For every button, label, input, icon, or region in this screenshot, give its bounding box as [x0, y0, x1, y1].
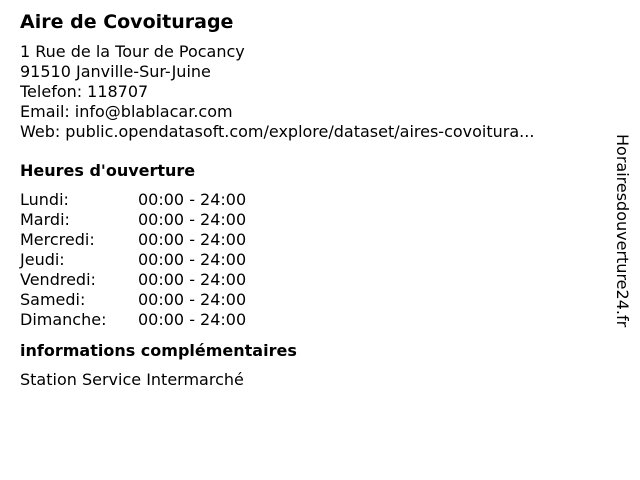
- site-watermark: Horairesdouverture24.fr: [613, 134, 632, 328]
- hours-row-saturday: [20, 290, 246, 310]
- hours-row-sunday: [20, 310, 246, 330]
- web-label: Web:: [20, 122, 61, 141]
- day-label: Vendredi:: [20, 270, 96, 289]
- street-address: 1 Rue de la Tour de Pocancy: [20, 42, 245, 61]
- additional-info-section: [20, 341, 600, 390]
- place-title: Aire de Covoiturage: [20, 11, 234, 33]
- day-label: Samedi:: [20, 290, 86, 309]
- day-label: Lundi:: [20, 190, 69, 209]
- day-hours: 00:00 - 24:00: [138, 250, 247, 269]
- additional-info-text: Station Service Intermarché: [20, 370, 244, 389]
- opening-hours-heading: Heures d'ouverture: [20, 161, 196, 180]
- day-hours: 00:00 - 24:00: [138, 190, 247, 209]
- phone-value[interactable]: 118707: [87, 82, 149, 101]
- day-label: Mardi:: [20, 210, 70, 229]
- email-value[interactable]: info@blablacar.com: [74, 102, 233, 121]
- day-label: Jeudi:: [20, 250, 65, 269]
- day-hours: 00:00 - 24:00: [138, 290, 247, 309]
- day-label: Dimanche:: [20, 310, 107, 329]
- day-hours: 00:00 - 24:00: [138, 210, 247, 229]
- hours-row-monday: [20, 190, 246, 210]
- hours-row-tuesday: [20, 210, 246, 230]
- web-link[interactable]: public.opendatasoft.com/explore/dataset/aires-covoitura...: [65, 122, 535, 141]
- phone-label: Telefon:: [20, 82, 83, 101]
- phone-row: [20, 82, 595, 102]
- web-row: [20, 122, 595, 142]
- city-address: 91510 Janville-Sur-Juine: [20, 62, 211, 81]
- day-hours: 00:00 - 24:00: [138, 270, 247, 289]
- day-hours: 00:00 - 24:00: [138, 230, 247, 249]
- place-card: [20, 10, 600, 390]
- hours-row-thursday: [20, 250, 246, 270]
- day-hours: 00:00 - 24:00: [138, 310, 247, 329]
- opening-hours-table: [20, 190, 246, 330]
- hours-row-friday: [20, 270, 246, 290]
- additional-info-heading: informations complémentaires: [20, 341, 297, 360]
- email-row: [20, 102, 595, 122]
- hours-row-wednesday: [20, 230, 246, 250]
- opening-hours-section: [20, 161, 600, 330]
- email-label: Email:: [20, 102, 70, 121]
- day-label: Mercredi:: [20, 230, 95, 249]
